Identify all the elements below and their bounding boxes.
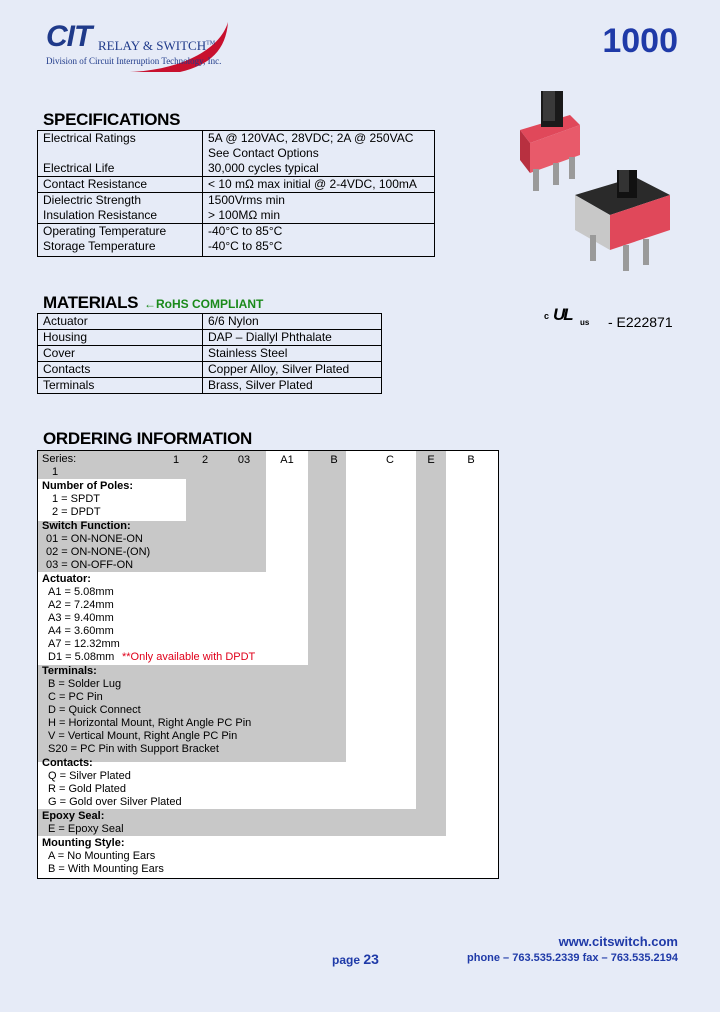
spec-label <box>38 224 203 257</box>
poles-title: Number of Poles: <box>42 480 134 492</box>
materials-row <box>38 378 382 394</box>
terminals-item: V = Vertical Mount, Right Angle PC Pin <box>48 730 238 742</box>
actuator-title: Actuator: <box>42 573 91 585</box>
mounting-item: A = No Mounting Ears <box>48 850 156 862</box>
actuator-item: A2 = 7.24mm <box>48 599 114 611</box>
materials-title: MATERIALS <box>43 293 139 312</box>
material-label: Contacts <box>38 362 203 378</box>
page-label: page <box>332 953 361 967</box>
materials-row <box>38 362 382 378</box>
code-mounting: E <box>427 454 435 466</box>
ul-file-number: - E222871 <box>608 314 673 330</box>
page-code: 1000 <box>602 22 678 60</box>
material-label: Terminals <box>38 378 203 394</box>
terminals-item: D = Quick Connect <box>48 704 141 716</box>
materials-table <box>37 313 382 394</box>
spec-label <box>38 131 203 177</box>
terminals-title: Terminals: <box>42 665 97 677</box>
function-item: 02 = ON-NONE-(ON) <box>46 546 151 558</box>
spec-label-line: Electrical Life <box>43 161 115 175</box>
spec-value-line: > 100MΩ min <box>208 208 280 222</box>
contacts-title: Contacts: <box>42 757 93 769</box>
actuator-item: A4 = 3.60mm <box>48 625 114 637</box>
material-value: 6/6 Nylon <box>203 314 382 330</box>
spec-row <box>38 177 435 193</box>
ordering-title: ORDERING INFORMATION <box>43 429 253 448</box>
spec-row <box>38 131 435 177</box>
large-switch-image <box>575 170 670 271</box>
logo-relay-switch-text <box>98 38 215 54</box>
epoxy-item: E = Epoxy Seal <box>48 823 124 835</box>
rohs-compliant-label: ←RoHS COMPLIANT <box>144 297 264 311</box>
page-number: 23 <box>363 951 379 967</box>
code-poles: 1 <box>172 454 180 466</box>
spec-value-line: See Contact Options <box>208 146 319 160</box>
code-extra: B <box>467 454 475 466</box>
spec-value: < 10 mΩ max initial @ 2-4VDC, 100mA <box>203 177 435 193</box>
materials-row <box>38 314 382 330</box>
logo-tm: TM <box>206 40 216 47</box>
specifications-table <box>37 130 435 257</box>
actuator-item: D1 = 5.08mm <box>48 651 115 663</box>
spec-label <box>38 193 203 224</box>
material-label: Cover <box>38 346 203 362</box>
material-label: Actuator <box>38 314 203 330</box>
terminals-item: C = PC Pin <box>48 691 103 703</box>
spec-label-line <box>43 146 197 161</box>
code-function: 2 <box>201 454 209 466</box>
spec-value-line: 5A @ 120VAC, 28VDC; 2A @ 250VAC <box>208 131 414 145</box>
spec-row <box>38 224 435 257</box>
band-epoxy-col <box>416 451 446 809</box>
ul-us-label: us <box>580 318 590 327</box>
contacts-item: Q = Silver Plated <box>48 770 131 782</box>
contacts-item: R = Gold Plated <box>48 783 126 795</box>
function-title: Switch Function: <box>42 520 131 532</box>
mounting-title: Mounting Style: <box>42 837 125 849</box>
band-terminals-col <box>308 451 346 665</box>
spec-value <box>203 224 435 257</box>
function-item: 03 = ON-OFF-ON <box>46 559 134 571</box>
logo-division-text: Division of Circuit Interruption Technology, Inc. <box>46 56 222 66</box>
ul-mark-icon: UL <box>553 305 572 324</box>
specifications-title: SPECIFICATIONS <box>43 110 181 129</box>
material-value: DAP – Diallyl Phthalate <box>203 330 382 346</box>
terminals-item: H = Horizontal Mount, Right Angle PC Pin <box>48 717 252 729</box>
actuator-item: A3 = 9.40mm <box>48 612 114 624</box>
small-switch-image <box>520 91 580 191</box>
actuator-item: A1 = 5.08mm <box>48 586 114 598</box>
poles-item: 1 = SPDT <box>52 493 100 505</box>
mounting-item: B = With Mounting Ears <box>48 863 164 875</box>
ordering-chart <box>37 450 499 879</box>
code-epoxy: C <box>386 454 394 466</box>
logo-cit-text: CIT <box>46 20 92 53</box>
spec-label-line: Storage Temperature <box>43 239 156 253</box>
actuator-item: A7 = 12.32mm <box>48 638 120 650</box>
epoxy-title: Epoxy Seal: <box>42 810 105 822</box>
terminals-item: S20 = PC Pin with Support Bracket <box>48 743 219 755</box>
function-item: 01 = ON-NONE-ON <box>46 533 143 545</box>
logo-relay-text: RELAY & SWITCH <box>98 38 207 53</box>
terminals-item: B = Solder Lug <box>48 678 122 690</box>
spec-value-line: 30,000 cycles typical <box>208 161 319 175</box>
ul-c-label: c <box>544 311 550 321</box>
series-label: Series: <box>42 453 77 465</box>
contacts-item: G = Gold over Silver Plated <box>48 796 182 808</box>
switch-product-photo <box>505 85 680 280</box>
spec-value <box>203 193 435 224</box>
poles-item: 2 = DPDT <box>52 506 101 518</box>
series-value: 1 <box>52 466 59 478</box>
materials-row <box>38 330 382 346</box>
code-contacts: B <box>330 454 338 466</box>
spec-value-line: -40°C to 85°C <box>208 224 283 238</box>
material-value: Brass, Silver Plated <box>203 378 382 394</box>
code-actuator: 03 <box>237 454 251 466</box>
spec-label-line: Dielectric Strength <box>43 193 142 207</box>
spec-label-line: Electrical Ratings <box>43 131 136 145</box>
spec-value-line: -40°C to 85°C <box>208 239 283 253</box>
footer-website-link[interactable]: www.citswitch.com <box>558 934 678 949</box>
material-label: Housing <box>38 330 203 346</box>
spec-row <box>38 193 435 224</box>
spec-label-line: Insulation Resistance <box>43 208 158 222</box>
material-value: Copper Alloy, Silver Plated <box>203 362 382 378</box>
spec-value <box>203 131 435 177</box>
spec-label-line: Operating Temperature <box>43 224 167 238</box>
materials-row <box>38 346 382 362</box>
material-value: Stainless Steel <box>203 346 382 362</box>
footer-contact-info: phone – 763.535.2339 fax – 763.535.2194 <box>467 952 678 964</box>
spec-value-line: 1500Vrms min <box>208 193 285 207</box>
actuator-dpdt-note: **Only available with DPDT <box>122 651 256 663</box>
code-terminals: A1 <box>280 454 294 466</box>
spec-label: Contact Resistance <box>38 177 203 193</box>
footer-page-number <box>332 951 379 967</box>
